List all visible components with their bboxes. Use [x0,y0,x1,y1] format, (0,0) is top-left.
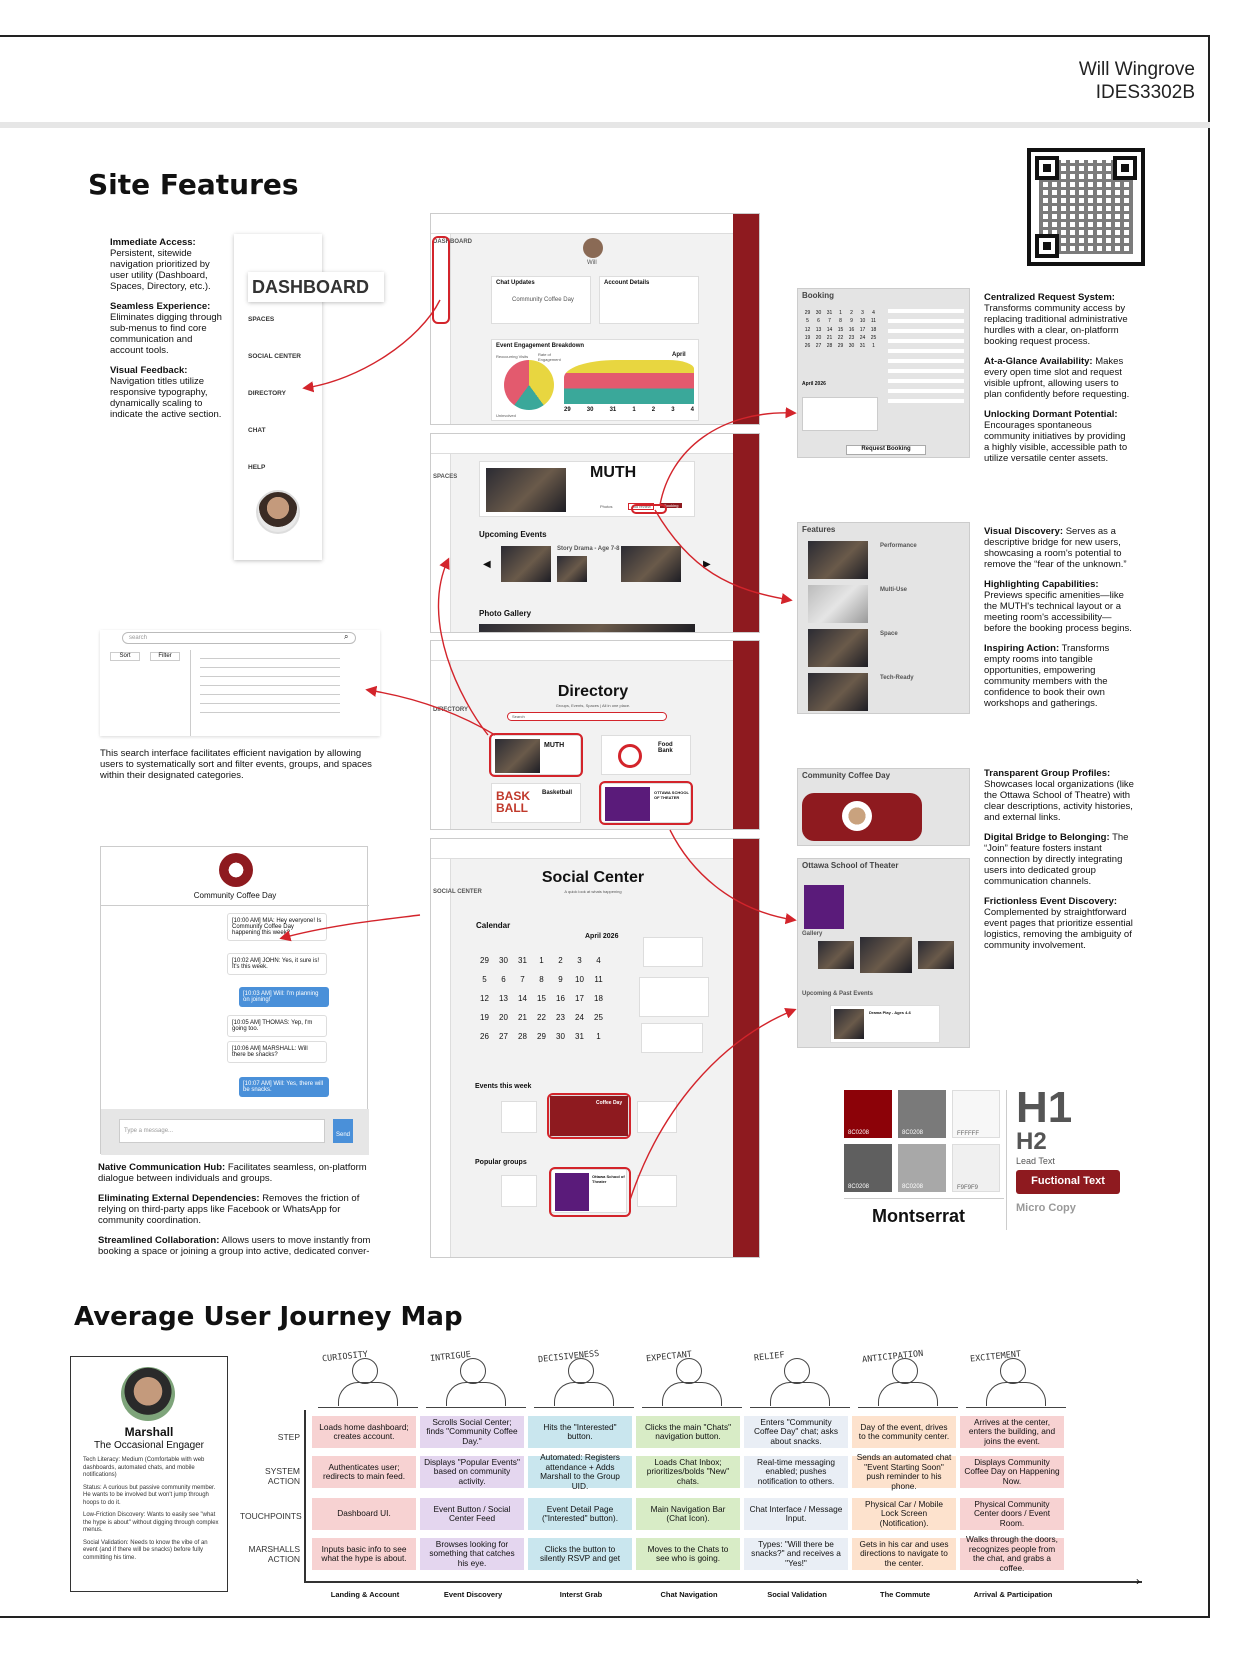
course-code: IDES3302B [1095,82,1195,103]
calendar-day[interactable]: 13 [815,326,822,333]
calendar-day[interactable]: 28 [826,343,833,350]
chat-note-heading: Streamlined Collaboration: [98,1235,220,1246]
side-active-label[interactable]: SOCIAL CENTER [433,889,482,895]
nav-item-social-center[interactable]: SOCIAL CENTER [248,353,301,360]
upcoming-title: Upcoming & Past Events [802,991,874,997]
journey-cell: Day of the event, drives to the community center. [852,1416,956,1448]
journey-cell: Real-time messaging enabled; pushes notification to others. [744,1456,848,1488]
calendar-day[interactable]: 16 [556,994,565,1003]
journey-cell: Automated: Registers attendance + Adds Marshall to the Group UID. [528,1456,632,1488]
user-name: Will [587,260,597,266]
sort-button[interactable]: Sort [110,652,140,661]
journey-cell: Event Detail Page ("Interested" button). [528,1498,632,1530]
calendar-day[interactable]: 1 [872,343,875,350]
row-label-action: MARSHALLS ACTION [248,1544,300,1564]
card-title: Chat Updates [496,280,535,286]
arrow-nav [305,300,440,388]
filter-button[interactable]: Filter [150,652,180,661]
body-sketch-icon [986,1382,1046,1406]
journey-cell: Scrolls Social Center; finds "Community Coffee Day." [420,1416,524,1448]
emotion-label: INTRIGUE [429,1349,472,1365]
calendar-day[interactable]: 17 [575,994,584,1003]
nav-note-heading: Visual Feedback: [110,365,188,376]
calendar-day[interactable]: 1 [596,1032,601,1041]
face-sketch-icon [1000,1358,1026,1384]
calendar-day[interactable]: 20 [499,1013,508,1022]
group-note-text: The “Join” feature fosters instant connection by directly integrating users into dedicated group communication channels. [984,832,1129,887]
calendar-day[interactable]: 14 [826,326,833,333]
journey-cell: Types: "Will there be snacks?" and receives a "Yes!" [744,1538,848,1570]
color-swatch: 8C0208 [898,1090,946,1138]
nav-active-dashboard[interactable]: DASHBOARD [248,272,384,302]
emotion-label: CURIOSITY [321,1349,369,1365]
social-title: Social Center [541,869,645,886]
request-booking-button[interactable]: Request Booking [846,445,926,455]
color-swatch: 8C0208 [898,1144,946,1192]
features-note-text: Transforms empty rooms into tangible opportunities, empowering community members with the confidence to book their own workshops and gatherings. [984,643,1110,709]
calendar-day[interactable]: 30 [815,310,822,317]
journey-stage: Arrival & Participation [973,1590,1053,1599]
journey-cell: Hits the "Interested" button. [528,1416,632,1448]
calendar-day[interactable]: 25 [870,334,877,341]
nav-item-directory[interactable]: DIRECTORY [248,390,286,397]
pie-label: Uninvolved [496,413,516,418]
x-tick: 1 [632,407,636,413]
calendar-day[interactable]: 7 [828,318,831,325]
journey-cell: Dashboard UI. [312,1498,416,1530]
calendar-day[interactable]: 13 [499,994,508,1003]
gallery-title: Gallery [802,931,823,937]
arrow-group [670,830,794,920]
calendar-day[interactable]: 21 [826,334,833,341]
space-title: MUTH [590,464,637,481]
calendar-day[interactable]: 19 [804,334,811,341]
journey-cell: Main Navigation Bar (Chat Icon). [636,1498,740,1530]
chat-message: [10:02 AM] JOHN: Yes, it sure is! It's this week. [227,953,327,975]
calendar-day[interactable]: 6 [817,318,820,325]
features-note-heading: Inspiring Action: [984,643,1060,654]
journey-stage: Interst Grab [559,1590,603,1599]
emotion-label: EXPECTANT [645,1349,693,1365]
side-active-label[interactable]: DASHBOARD [433,239,472,245]
functional-sample: Fuctional Text [1016,1170,1120,1194]
chat-message: [10:00 AM] MIA: Hey everyone! Is Community Coffee Day happening this week? [227,913,327,941]
nav-note-heading: Immediate Access: [110,237,196,248]
emotion-label: ANTICIPATION [861,1348,924,1366]
font-name: Montserrat [872,1206,966,1226]
color-swatch: 8C0208 [844,1090,892,1138]
booking-note-heading: At-a-Glance Availability: [984,356,1093,367]
journey-cell: Clicks the button to silently RSVP and get [528,1538,632,1570]
calendar-day[interactable]: 18 [870,326,877,333]
micro-sample: Micro Copy [1016,1202,1076,1214]
calendar-day[interactable]: 26 [804,343,811,350]
journey-cell: Sends an automated chat "Event Starting Soon" push reminder to his phone. [852,1456,956,1488]
calendar-day[interactable]: 6 [501,975,506,984]
persona-details [83,1457,221,1562]
calendar-day[interactable]: 22 [537,1013,546,1022]
nav-item-help[interactable]: HELP [248,464,266,471]
journey-cell: Event Button / Social Center Feed [420,1498,524,1530]
face-sketch-icon [676,1358,702,1384]
calendar-day[interactable]: 23 [848,334,855,341]
color-swatch: FFFFFF [952,1090,1000,1138]
event-title: Coffee Day [596,1100,623,1106]
calendar-day[interactable]: 14 [518,994,527,1003]
persona-detail: Social Validation: Needs to know the vibe of an event (and if there will be snacks) before fully committing his time. [83,1539,208,1561]
nav-note-text: Eliminates digging through sub-menus to find core communication and account tools. [110,312,222,356]
directory-subtitle: Groups, Events, Spaces | All in one place. [555,703,631,708]
journey-y-axis [304,1410,306,1582]
journey-cell: Loads Chat Inbox; prioritizes/bolds "New" chats. [636,1456,740,1488]
persona-card [70,1356,228,1592]
calendar-day[interactable]: 4 [872,310,875,317]
journey-cell: Gets in his car and uses directions to navigate to the center. [852,1538,956,1570]
calendar-day[interactable]: 31 [575,1032,584,1041]
calendar-day[interactable]: 29 [537,1032,546,1041]
tile-title: Basketball [542,790,573,796]
group-title: Community Coffee Day [802,771,891,780]
calendar-month: April 2026 [585,933,619,940]
feature-label: Space [880,631,898,637]
chat-note-text: Facilitates seamless, on-platform dialogue between individuals and groups. [98,1162,367,1184]
pie-label: Rate of Engagement [538,352,561,362]
group-note-heading: Transparent Group Profiles: [984,768,1111,779]
chat-group-name: Community Coffee Day [193,891,277,900]
calendar-day[interactable]: 8 [839,318,842,325]
directory-title: Directory [557,683,629,700]
site-features-title: Site Features [88,168,299,201]
persona-detail: Status: A curious but passive community member. He wants to be involved but won't jump through hoops to do it. [83,1484,216,1506]
features-title: Features [802,525,836,534]
face-sketch-icon [460,1358,486,1384]
persona-avatar [121,1367,175,1421]
journey-cell: Walks through the doors, recognizes people from the chat, and grabs a coffee. [960,1538,1064,1570]
calendar-day[interactable]: 3 [861,310,864,317]
basketball-logo: BASK BALL [496,789,531,815]
x-tick: 29 [564,407,571,413]
message-input[interactable]: Type a message... [119,1119,325,1143]
body-sketch-icon [662,1382,722,1406]
calendar-day[interactable]: 17 [859,326,866,333]
group-note-text: Complemented by straightforward event pages that prioritize essential logistics, removing the ambiguity of community involvement. [984,907,1133,951]
journey-cell: Enters "Community Coffee Day" chat; asks about snacks. [744,1416,848,1448]
chat-item[interactable]: Community Coffee Day [512,297,574,303]
journey-cell: Browses looking for something that catches his eye. [420,1538,524,1570]
journey-stage: Chat Navigation [660,1590,718,1599]
journey-cell: Inputs basic info to see what the hype is about. [312,1538,416,1570]
section-title: Photo Gallery [479,609,532,618]
calendar-day[interactable]: 12 [480,994,489,1003]
feature-label: Performance [880,543,917,549]
booking-note-text: Encourages spontaneous community initiatives by providing a highly visible, accessible path to utilize versatile center assets. [984,420,1128,464]
calendar-day[interactable]: 29 [480,956,489,965]
booking-note-heading: Centralized Request System: [984,292,1115,303]
chat-note-text: Allows users to move instantly from booking a space or joining a group into active, dedicated conver- [98,1235,371,1257]
journey-stage: Social Validation [767,1590,827,1599]
directory-search-input[interactable]: Search [507,712,667,721]
booking-title: Booking [802,291,834,300]
booking-month: April 2026 [802,381,826,387]
calendar-day[interactable]: 11 [594,975,603,984]
journey-x-axis [304,1581,1142,1583]
persona-name: Marshall [124,1425,174,1439]
row-label-step: STEP [277,1432,300,1442]
arrow-spaces [438,560,488,735]
side-active-label[interactable]: SPACES [433,474,458,480]
booking-note-heading: Unlocking Dormant Potential: [984,409,1118,420]
nav-note-heading: Seamless Experience: [110,301,211,312]
chat-message: [10:07 AM] Will: Yes, there will be snacks. [239,1077,329,1097]
journey-cell: Chat Interface / Message Input. [744,1498,848,1530]
nav-item-chat[interactable]: CHAT [248,427,266,434]
calendar-day[interactable]: 4 [596,956,601,965]
calendar-day[interactable]: 11 [870,318,877,325]
journey-cell: Displays "Popular Events" based on community activity. [420,1456,524,1488]
booking-button[interactable]: Booking [660,503,682,508]
chat-note-heading: Native Communication Hub: [98,1162,226,1173]
calendar-day[interactable]: 10 [859,318,866,325]
group-note-heading: Frictionless Event Discovery: [984,896,1118,907]
calendar-day[interactable]: 20 [815,334,822,341]
calendar-day[interactable]: 24 [575,1013,584,1022]
journey-cell: Physical Car / Mobile Lock Screen (Notification). [852,1498,956,1530]
calendar-day[interactable]: 24 [859,334,866,341]
tile-title: Food Bank [658,742,673,754]
x-tick: 3 [671,407,675,413]
body-sketch-icon [554,1382,614,1406]
group-note-heading: Digital Bridge to Belonging: [984,832,1110,843]
search-note: This search interface facilitates efficient navigation by allowing users to systematically sort and filter events, groups, and spaces within their designated categories. [100,748,372,781]
calendar-day[interactable]: 7 [520,975,525,984]
arrow-booking [660,413,794,505]
calendar-day[interactable]: 27 [815,343,822,350]
emotion-label: DECISIVENESS [537,1348,600,1366]
journey-cell: Authenticates user; redirects to main feed. [312,1456,416,1488]
journey-stage: Landing & Account [330,1590,400,1599]
send-button[interactable]: Send [333,1119,353,1143]
search-icon[interactable]: ⌕ [344,632,349,641]
chat-message: [10:03 AM] Will: I'm planning on joining! [239,987,329,1007]
calendar-day[interactable]: 8 [539,975,544,984]
tile-title: MUTH [544,742,565,749]
author-name: Will Wingrove [1078,59,1195,80]
nav-note-text: Navigation titles utilize responsive typography, dynamically scaling to indicate the active section. [110,376,222,420]
calendar-day[interactable]: 31 [826,310,833,317]
calendar-day[interactable]: 2 [558,956,563,965]
color-swatch: F9F9F9 [952,1144,1000,1192]
calendar-day[interactable]: 9 [850,318,853,325]
body-sketch-icon [446,1382,506,1406]
face-sketch-icon [568,1358,594,1384]
side-active-label[interactable]: DIRECTORY [433,707,469,713]
tile-title: OTTAWA SCHOOL OF THEATER [654,790,689,800]
calendar-day[interactable]: 22 [837,334,844,341]
calendar-day[interactable]: 15 [837,326,844,333]
calendar-day[interactable]: 5 [806,318,809,325]
card-title: Account Details [604,280,650,286]
calendar-day[interactable]: 1 [839,310,842,317]
calendar-day[interactable]: 26 [480,1032,489,1041]
calendar-day[interactable]: 25 [594,1013,603,1022]
photos-button[interactable]: Photos [600,504,613,509]
feature-label: Multi-Use [880,587,907,593]
calendar-day[interactable]: 29 [804,310,811,317]
arrow-popular [630,1010,794,1200]
journey-cell: Displays Community Coffee Day on Happening Now. [960,1456,1064,1488]
arrow-features [655,510,790,600]
search-input[interactable]: search [122,632,356,644]
calendar-day[interactable]: 28 [518,1032,527,1041]
chat-message: [10:05 AM] THOMAS: Yep, I'm going too. [227,1015,327,1037]
axis-arrow-icon: › [1136,1574,1140,1588]
calendar-day[interactable]: 27 [499,1032,508,1041]
journey-stage: Event Discovery [443,1590,503,1599]
row-label-system: SYSTEM ACTION [265,1466,300,1486]
calendar-day[interactable]: 1 [539,956,544,965]
calendar-day[interactable]: 30 [848,343,855,350]
body-sketch-icon [770,1382,830,1406]
chart-month: April [672,352,686,358]
x-tick: 30 [586,407,594,413]
calendar-day[interactable]: 31 [859,343,866,350]
body-sketch-icon [878,1382,938,1406]
arrow-chat [282,915,420,938]
face-sketch-icon [352,1358,378,1384]
features-note-text: Serves as a descriptive bridge for new users, showcasing a room's potential to remove the “fear of the unknown.” [984,526,1127,570]
persona-detail: Tech Literacy: Medium (Comfortable with web dashboards, automated chats, and mobile notifications) [83,1457,205,1478]
emotion-label: RELIEF [753,1350,786,1364]
features-note-heading: Highlighting Capabilities: [984,579,1099,590]
calendar-day[interactable]: 31 [518,956,527,965]
calendar-day[interactable]: 18 [594,994,603,1003]
group-note-text: Showcases local organizations (like the Ottawa School of Theatre) with clear descriptions, activity histories, and external links. [984,779,1134,823]
journey-cell: Clicks the main "Chats" navigation button. [636,1416,740,1448]
chat-note-text: Removes the friction of relying on third-party apps like Facebook or WhatsApp for community coordination. [98,1193,360,1226]
section-title: Popular groups [475,1159,527,1166]
calendar-day[interactable]: 3 [577,956,582,965]
event-title: Story Drama - Age 7-8 [557,546,620,552]
calendar-day[interactable]: 29 [837,343,844,350]
row-label-touchpoints: TOUCHPOINTS [240,1511,302,1521]
persona-detail: Low-Friction Discovery: Wants to easily see "what the hype is about" without digging through complex menus. [83,1512,219,1533]
section-title: Upcoming Events [479,530,547,539]
carousel-next-icon[interactable]: ▶ [703,559,711,570]
pie-label: Reoccurring Visits [496,354,529,359]
card-title: Event Engagement Breakdown [496,343,585,349]
journey-cell: Physical Community Center doors / Event Room. [960,1498,1064,1530]
calendar-day[interactable]: 2 [850,310,853,317]
calendar-day[interactable]: 19 [480,1013,489,1022]
section-title: Events this week [475,1083,532,1090]
calendar-day[interactable]: 15 [537,994,546,1003]
h2-sample: H2 [1016,1128,1047,1155]
face-sketch-icon [892,1358,918,1384]
arrow-directory [368,690,495,735]
calendar-day[interactable]: 23 [556,1013,565,1022]
calendar-day[interactable]: 30 [499,956,508,965]
group-title: Ottawa School of Theater [802,861,899,870]
face-sketch-icon [784,1358,810,1384]
journey-cell: Arrives at the center, enters the building, and joins the event. [960,1416,1064,1448]
nav-item-spaces[interactable]: SPACES [248,316,275,323]
journey-title: Average User Journey Map [74,1302,463,1332]
x-tick: 31 [609,407,617,413]
color-swatch: 8C0208 [844,1144,892,1192]
chat-message: [10:06 AM] MARSHALL: Will there be snacks? [227,1041,327,1063]
booking-note-text: Transforms community access by replacing traditional administrative hurdles with a clear, on-platform booking request process. [984,303,1128,347]
calendar-day[interactable]: 21 [518,1013,527,1022]
calendar-day[interactable]: 12 [804,326,811,333]
features-note-text: Previews specific amenities—like the MUTH's technical layout or a meeting room's accessibility—before the booking process begins. [984,590,1132,634]
social-subtitle: A quick look at whats happening [564,889,622,894]
feature-label: Tech-Ready [880,675,914,681]
calendar-day[interactable]: 5 [482,975,487,984]
x-tick: 4 [690,407,694,413]
calendar-title: Calendar [476,921,511,930]
review-button[interactable]: Add review [628,503,654,510]
journey-stage: The Commute [879,1590,930,1599]
calendar-day[interactable]: 10 [575,975,584,984]
journey-cell: Loads home dashboard; creates account. [312,1416,416,1448]
lead-sample: Lead Text [1016,1156,1055,1166]
nav-note-text: Persistent, sitewide navigation prioritized by user utility (Dashboard, Spaces, Directory, etc.). [110,248,211,292]
calendar-day[interactable]: 30 [556,1032,565,1041]
calendar-day[interactable]: 9 [558,975,563,984]
calendar-day[interactable]: 16 [848,326,855,333]
booking-note-text: Makes every open time slot and request visible upfront, allowing users to plan confidently before requesting. [984,356,1130,400]
group-title: Ottawa School of Theater [592,1174,625,1184]
x-tick: 2 [651,407,656,413]
carousel-prev-icon[interactable]: ◀ [483,559,491,570]
chat-note-heading: Eliminating External Dependencies: [98,1193,260,1204]
body-sketch-icon [338,1382,398,1406]
journey-cell: Moves to the Chats to see who is going. [636,1538,740,1570]
emotion-label: EXCITEMENT [969,1349,1022,1365]
event-title: Drama Play - Ages 4-6 [869,1010,911,1015]
features-note-heading: Visual Discovery: [984,526,1064,537]
h1-sample: H1 [1016,1083,1073,1132]
persona-role: The Occasional Engager [93,1440,205,1451]
